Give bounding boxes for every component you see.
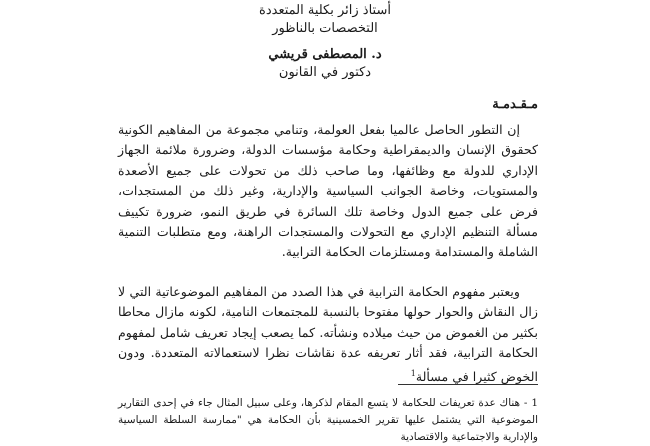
paragraph-2	[118, 282, 538, 387]
footnote	[118, 395, 538, 446]
paragraph-1-text: إن التطور الحاصل عالميا بفعل العولمة، وتنامي مجموعة من المفاهيم الكونية كحقوق الإنسان والديمقراطية وحكامة مؤسسات الدولة، وضرورة ملائمة الجهاز الإداري للدولة مع وظائفها، وما صاحب ذلك من تحولات على جميع الأصعدة والمستويات، وخاصة الجوانب السياسية والإدارية، وغير ذلك من المستجدات، فرض على جميع الدول وخاصة تلك السائرة في طريق النمو، ضرورة تكييف مسألة التنظيم الإداري مع التحولات والمستجدات الراهنة، ومع متطلبات التنمية الشاملة والمستدامة ومستلزمات الحكامة الترابية.	[118, 122, 538, 260]
section-heading: مـقـدمـة	[492, 97, 538, 112]
paragraph-2-text: ويعتبر مفهوم الحكامة الترابية في هذا الصدد من المفاهيم الموضوعاتية التي لا زال النقاش والحوار حولها مفتوحا بالنسبة للمجتمعات النامية، لكونه مازال محاطا بكثير من الغموض من حيث ميلاده ونشأته. كما يصعب إيجاد تعريف شامل لمفهوم الحكامة الترابية، فقد أثار تعريفه عدة نقاشات نظرا لاستعمالاته المتعددة. ودون الخوض كثيرا في مسألة	[118, 284, 538, 384]
footnote-divider	[398, 384, 538, 385]
footnote-reference: 1	[410, 368, 416, 378]
author-name: د. المصطفى قريشي	[268, 47, 382, 62]
author-title: دكتور في القانون	[278, 65, 372, 80]
paragraph-1	[118, 120, 538, 263]
author-affiliation-line2: التخصصات بالناظور	[272, 21, 378, 36]
author-affiliation-line1: أستاذ زائر بكلية المتعددة	[259, 3, 391, 18]
footnote-text: 1 - هناك عدة تعريفات للحكامة لا يتسع المقام لذكرها، وعلى سبيل المثال جاء في إحدى التقارير الموضوعية التي يشتمل عليها تقرير الخمسينية بأن الحكامة هي "ممارسة السلطة السياسية والإدارية والاجتماعية والاقتصادية	[118, 397, 538, 443]
